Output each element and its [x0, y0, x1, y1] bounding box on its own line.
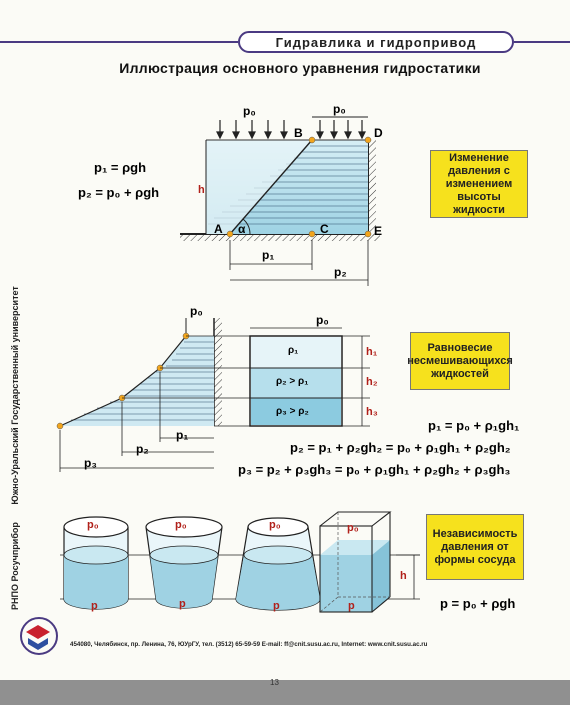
side-org: РНПО Росучприбор — [10, 522, 20, 610]
vessel3-p: p — [273, 600, 280, 612]
formula-p1: p₁ = ρgh — [94, 160, 147, 175]
bottom-bar — [0, 680, 570, 705]
label-p1: p₁ — [262, 248, 275, 262]
vessel1-p0: p₀ — [87, 519, 99, 531]
d2-label-p3: p₃ — [84, 456, 97, 470]
vessel2-p: p — [179, 598, 186, 610]
page-title: Иллюстрация основного уравнения гидростатики — [119, 60, 481, 76]
tank-wall-hatch — [368, 140, 376, 236]
vessel1-p: p — [91, 600, 98, 612]
footer-contact: 454080, Челябинск, пр. Ленина, 76, ЮУрГУ, тел. (3512) 65-59-59 E-mail: ff@cnit.susu.ac.ru, Internet: www.cnit.susu.ac.ru — [70, 641, 428, 648]
d2-p0-left: p₀ — [190, 304, 203, 318]
vessel-flared — [236, 518, 320, 610]
vessel-h: h — [400, 570, 407, 582]
layer-rho3: ρ₃ > ρ₂ — [276, 406, 309, 417]
point-E: E — [374, 224, 383, 238]
d2-p0-right: p₀ — [316, 313, 329, 327]
layer-rho2: ρ₂ > ρ₁ — [276, 376, 309, 387]
box-immiscible: Равновесие несмешивающихся жидкостей — [410, 332, 510, 390]
point-C: C — [320, 222, 329, 236]
d2-label-p2: p₂ — [136, 442, 149, 456]
diagram1 — [180, 117, 383, 286]
diagram3 — [60, 512, 420, 612]
page-number: 13 — [270, 678, 279, 687]
equation-p: p = p₀ + ρgh — [440, 596, 516, 611]
angle-alpha: α — [238, 222, 246, 236]
point-A: A — [214, 222, 223, 236]
label-h1: h₁ — [366, 346, 378, 358]
point-B: B — [294, 126, 303, 140]
box-height-change: Изменение давления с изменением высоты жидкости — [430, 150, 528, 218]
d2-label-p1: p₁ — [176, 428, 189, 442]
vessel3-p0: p₀ — [269, 519, 281, 531]
equation-p2: p₂ = p₁ + ρ₂gh₂ = p₀ + ρ₁gh₁ + ρ₂gh₂ — [290, 440, 511, 455]
tank-bottom-hatch — [180, 234, 380, 241]
equation-p1: p₁ = p₀ + ρ₁gh₁ — [428, 418, 520, 433]
label-p0-right: p₀ — [333, 102, 346, 116]
label-h3: h₃ — [366, 406, 378, 418]
formula-p2: p₂ = p₀ + ρgh — [78, 185, 160, 200]
equation-p3: p₃ = p₂ + ρ₃gh₃ = p₀ + ρ₁gh₁ + ρ₂gh₂ + ρ₃gh₃ — [238, 462, 511, 477]
point-D: D — [374, 126, 383, 140]
vessel4-p0: p₀ — [347, 522, 359, 534]
p0-arrows-left — [217, 120, 287, 138]
vessel4-p: p — [348, 600, 355, 612]
side-university: Южно-Уральский Государственный университет — [10, 286, 20, 505]
box-shape-independence: Независимость давления от формы сосуда — [426, 514, 524, 580]
p0-arrows-right — [317, 120, 365, 138]
label-h2: h₂ — [366, 376, 378, 388]
label-p0-left: p₀ — [243, 104, 256, 118]
section-header-text: Гидравлика и гидропривод — [275, 35, 477, 50]
layer-rho1: ρ₁ — [288, 345, 299, 356]
vessel2-p0: p₀ — [175, 519, 187, 531]
label-h: h — [198, 184, 205, 196]
university-logo — [16, 616, 62, 656]
label-p2: p₂ — [334, 265, 347, 279]
